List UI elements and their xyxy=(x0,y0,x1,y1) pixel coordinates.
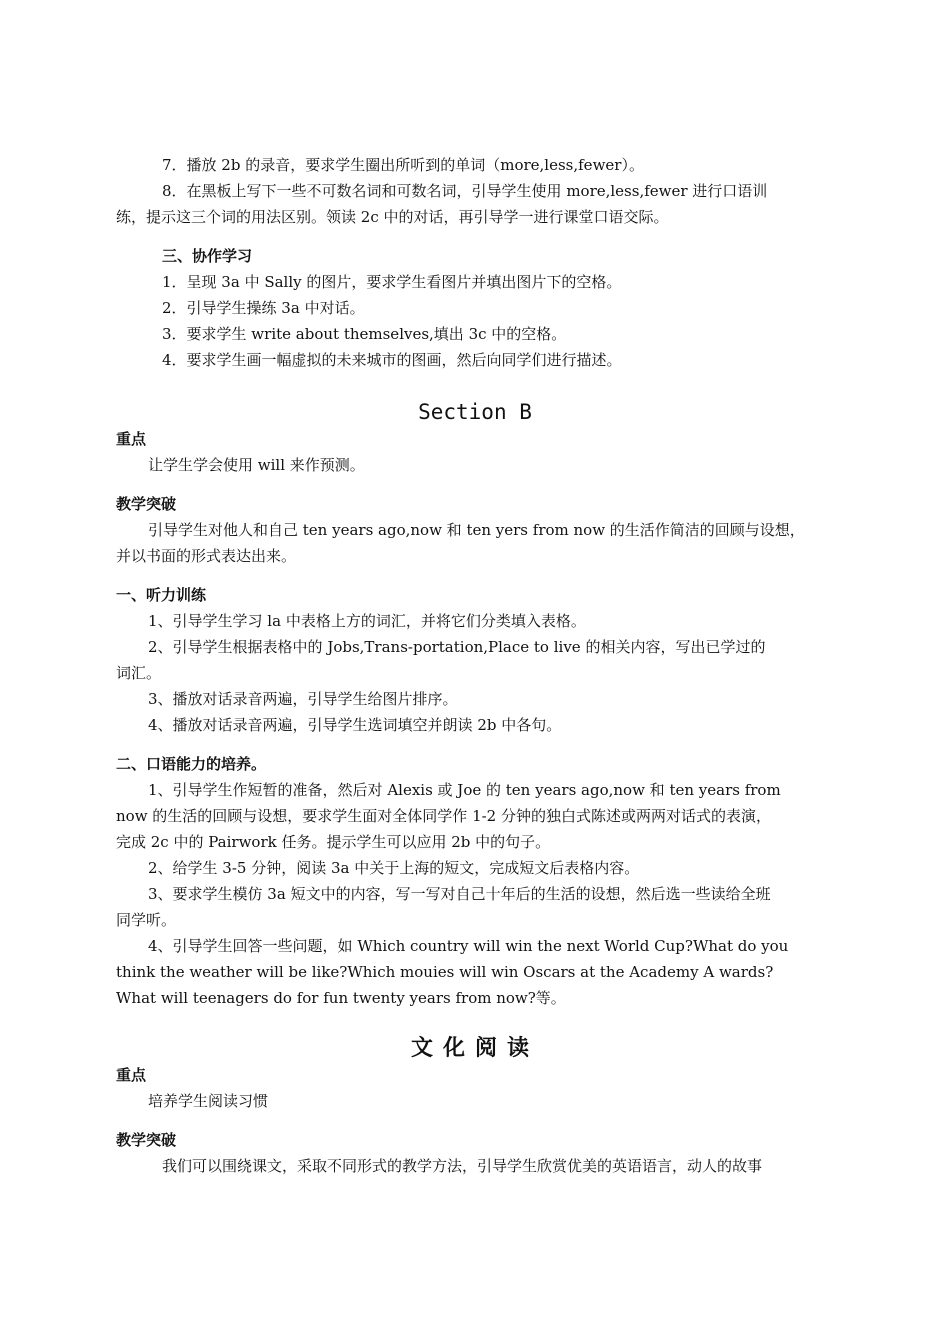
paragraph-line: 引导学生对他人和自己 ten years ago,now 和 ten yers from now 的生活作简洁的回顾与设想， xyxy=(148,521,805,539)
list-item: 同学听。 xyxy=(116,911,177,929)
list-item: 3．要求学生 write about themselves,填出 3c 中的空格。 xyxy=(162,325,567,343)
paragraph-line: 我们可以围绕课文，采取不同形式的教学方法，引导学生欣赏优美的英语语言，动人的故事 xyxy=(162,1157,763,1175)
list-item: 2、给学生 3-5 分钟，阅读 3a 中关于上海的短文，完成短文后表格内容。 xyxy=(148,859,640,877)
paragraph-line: 练，提示这三个词的用法区别。领读 2c 中的对话，再引导学一进行课堂口语交际。 xyxy=(116,208,669,226)
paragraph-line: 8．在黑板上写下一些不可数名词和可数名词，引导学生使用 more,less,fewer 进行口语训 xyxy=(162,182,768,200)
page-title: Section B xyxy=(418,400,532,424)
list-item: think the weather will be like?Which mouies will win Oscars at the Academy A wards? xyxy=(116,963,774,981)
list-item: 完成 2c 中的 Pairwork 任务。提示学生可以应用 2b 中的句子。 xyxy=(116,833,551,851)
list-item: 3、播放对话录音两遍，引导学生给图片排序。 xyxy=(148,690,458,708)
list-item: 1、引导学生作短暂的准备，然后对 Alexis 或 Joe 的 ten years ago,now 和 ten years from xyxy=(148,781,781,799)
list-item: 词汇。 xyxy=(116,664,162,682)
list-item: 1、引导学生学习 la 中表格上方的词汇，并将它们分类填入表格。 xyxy=(148,612,586,630)
paragraph-line: 培养学生阅读习惯 xyxy=(148,1092,269,1110)
list-item: What will teenagers do for fun twenty years from now?等。 xyxy=(116,989,566,1007)
list-item: 2、引导学生根据表格中的 Jobs,Trans-portation,Place to live 的相关内容，写出已学过的 xyxy=(148,638,766,656)
section-heading: 重点 xyxy=(116,1066,147,1084)
list-item: 4、引导学生回答一些问题，如 Which country will win the next World Cup?What do you xyxy=(148,937,789,955)
list-item: 4、播放对话录音两遍，引导学生选词填空并朗读 2b 中各句。 xyxy=(148,716,562,734)
section-heading: 二、口语能力的培养。 xyxy=(116,755,267,773)
section-heading: 教学突破 xyxy=(116,495,177,513)
page-title: 文化阅读 xyxy=(410,1036,539,1061)
section-heading: 教学突破 xyxy=(116,1131,177,1149)
section-heading: 一、听力训练 xyxy=(116,586,207,604)
paragraph-line: 让学生学会使用 will 来作预测。 xyxy=(148,456,365,474)
list-item: 3、要求学生模仿 3a 短文中的内容，写一写对自己十年后的生活的设想，然后选一些读给全班 xyxy=(148,885,771,903)
list-item: 2．引导学生操练 3a 中对话。 xyxy=(162,299,365,317)
paragraph-line: 并以书面的形式表达出来。 xyxy=(116,547,297,565)
list-item: now 的生活的回顾与设想，要求学生面对全体同学作 1-2 分钟的独白式陈述或两两对话式的表演， xyxy=(116,807,771,825)
paragraph-line: 7．播放 2b 的录音，要求学生圈出所听到的单词（more,less,fewer）。 xyxy=(162,156,644,174)
section-heading: 三、协作学习 xyxy=(162,247,253,265)
section-heading: 重点 xyxy=(116,430,147,448)
list-item: 1．呈现 3a 中 Sally 的图片，要求学生看图片并填出图片下的空格。 xyxy=(162,273,622,291)
list-item: 4．要求学生画一幅虚拟的未来城市的图画，然后向同学们进行描述。 xyxy=(162,351,622,369)
